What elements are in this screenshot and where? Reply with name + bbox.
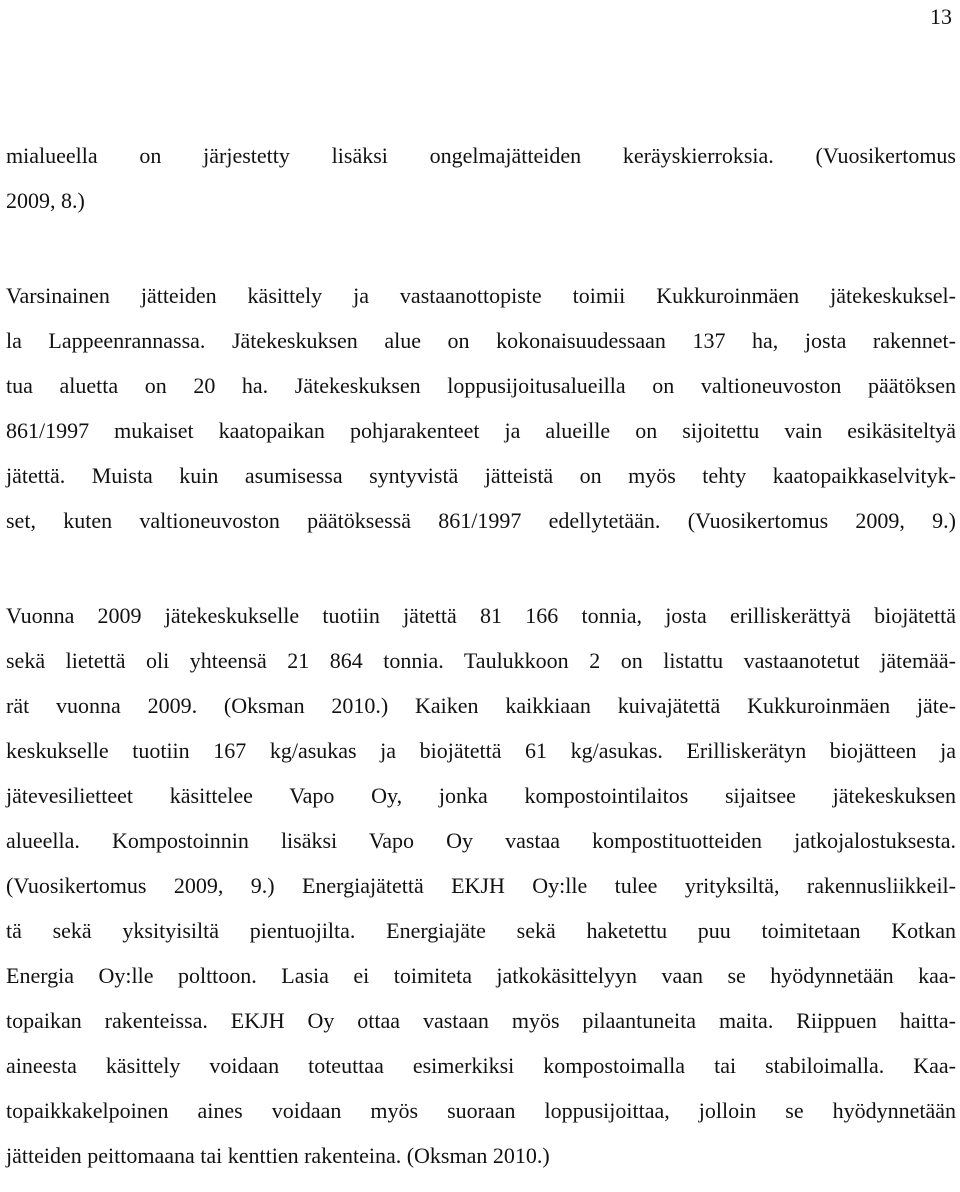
text-line: set, kuten valtioneuvoston päätöksessä 861/1997 edellytetään. (Vuosikertomus 2009, 9.): [6, 508, 956, 533]
text-line: topaikkakelpoinen aines voidaan myös suoraan loppusijoittaa, jolloin se hyödynnetään: [6, 1098, 956, 1123]
text-line: Vuonna 2009 jätekeskukselle tuotiin jätettä 81 166 tonnia, josta erilliskerättyä biojätettä: [6, 603, 956, 628]
text-line: (Vuosikertomus 2009, 9.) Energiajätettä EKJH Oy:lle tulee yrityksiltä, rakennusliikkeil-: [6, 873, 956, 898]
text-line: mialueella on järjestetty lisäksi ongelmajätteiden keräyskierroksia. (Vuosikertomus: [6, 143, 956, 168]
text-line: jätteiden peittomaana tai kenttien rakenteina. (Oksman 2010.): [6, 1143, 550, 1168]
text-line: Varsinainen jätteiden käsittely ja vastaanottopiste toimii Kukkuroinmäen jätekeskuksel-: [6, 283, 956, 308]
text-line: rät vuonna 2009. (Oksman 2010.) Kaiken kaikkiaan kuivajätettä Kukkuroinmäen jäte-: [6, 693, 956, 718]
text-line: la Lappeenrannassa. Jätekeskuksen alue on kokonaisuudessaan 137 ha, josta rakennet-: [6, 328, 956, 353]
text-line: jätettä. Muista kuin asumisessa syntyvistä jätteistä on myös tehty kaatopaikkaselvityk-: [6, 463, 956, 488]
text-line: tua aluetta on 20 ha. Jätekeskuksen loppusijoitusalueilla on valtioneuvoston päätöksen: [6, 373, 956, 398]
text-line: sekä lietettä oli yhteensä 21 864 tonnia. Taulukkoon 2 on listattu vastaanotetut jätemää-: [6, 648, 956, 673]
text-line: keskukselle tuotiin 167 kg/asukas ja biojätettä 61 kg/asukas. Erilliskerätyn biojätteen ja: [6, 738, 956, 763]
text-line: Energia Oy:lle polttoon. Lasia ei toimiteta jatkokäsittelyyn vaan se hyödynnetään kaa-: [6, 963, 956, 988]
text-line: aineesta käsittely voidaan toteuttaa esimerkiksi kompostoimalla tai stabiloimalla. Kaa-: [6, 1053, 956, 1078]
text-line: 861/1997 mukaiset kaatopaikan pohjarakenteet ja alueille on sijoitettu vain esikäsiteltyä: [6, 418, 956, 443]
text-line: tä sekä yksityisiltä pientuojilta. Energiajäte sekä haketettu puu toimitetaan Kotkan: [6, 918, 956, 943]
text-line: topaikan rakenteissa. EKJH Oy ottaa vastaan myös pilaantuneita maita. Riippuen haitta-: [6, 1008, 956, 1033]
text-line: alueella. Kompostoinnin lisäksi Vapo Oy vastaa kompostituotteiden jatkojalostuksesta.: [6, 828, 956, 853]
text-line: jätevesilietteet käsittelee Vapo Oy, jonka kompostointilaitos sijaitsee jätekeskuksen: [6, 783, 956, 808]
page-number: 13: [930, 4, 952, 29]
text-line: 2009, 8.): [6, 188, 85, 213]
